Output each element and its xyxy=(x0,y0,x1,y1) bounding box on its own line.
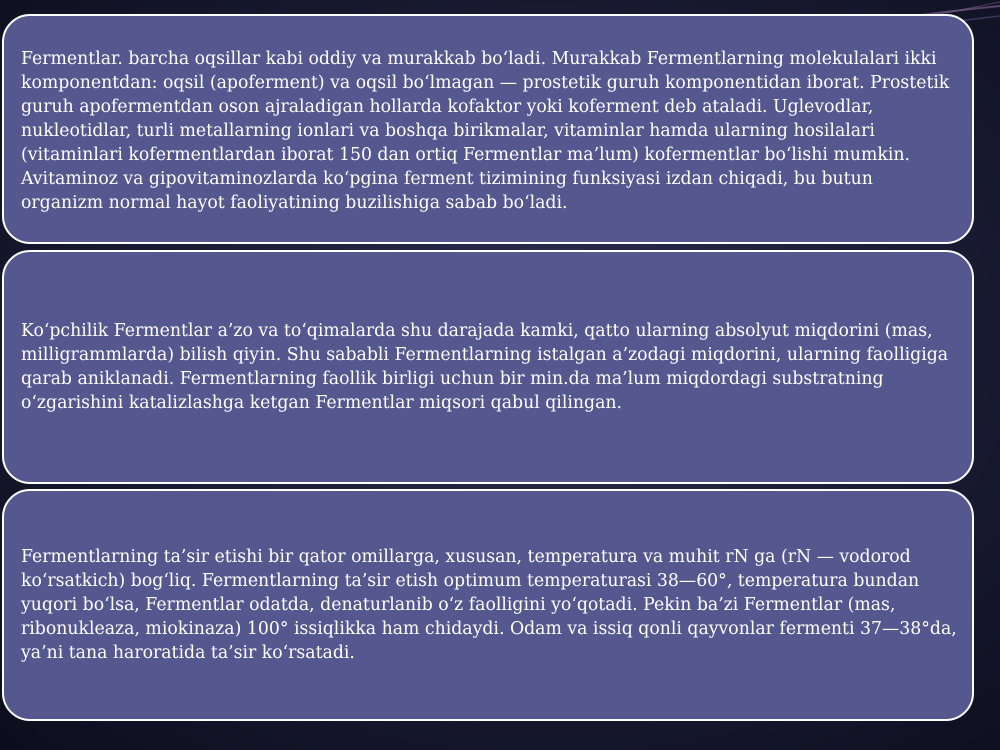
text-panel-3 xyxy=(2,489,974,721)
panel-1-text: Fermentlar. barcha oqsillar kabi oddiy va murakkab bo‘ladi. Murakkab Fermentlarning molekulalari ikki komponentdan: oqsil (apoferment) va oqsil bo‘lmagan — prostetik guruh komponentidan iborat. Prostetik guruh apofermentdan oson ajraladigan hollarda kofaktor yoki koferment deb ataladi. Uglevodlar, nukleotidlar, turli metallarning ionlari va boshqa birikmalar, vitaminlar hamda ularning hosilalari (vitaminlari kofermentlardan iborat 150 dan ortiq Fermentlar ma’lum) kofermentlar bo‘lishi mumkin. Avitaminoz va gipovitaminozlarda ko‘pgina ferment tizimining funksiyasi izdan chiqadi, bu butun organizm normal hayot faoliyatining buzilishiga sabab bo‘ladi. xyxy=(21,49,950,213)
panel-3-text: Fermentlarning ta’sir etishi bir qator omillarga, xususan, temperatura va muhit rN ga (rN — vodorod ko‘rsatkich) bog‘liq. Fermentlarning ta’sir etish optimum temperaturasi 38—60°, temperatura bundan yuqori bo‘lsa, Fermentlar odatda, denaturlanib o‘z faolligini yo‘qotadi. Pekin ba’zi Fermentlar (mas, ribonukleaza, miokinaza) 100° issiqlikka ham chidaydi. Odam va issiq qonli qayvonlar fermenti 37—38°da, ya’ni tana haroratida ta’sir ko‘rsatadi. xyxy=(21,547,957,663)
text-panel-1 xyxy=(2,14,974,244)
panel-2-text: Ko‘pchilik Fermentlar a’zo va to‘qimalarda shu darajada kamki, qatto ularning absolyut miqdorini (mas, milligrammlarda) bilish qiyin. Shu sababli Fermentlarning istalgan a’zodagi miqdorini, ularning faolligiga qarab aniklanadi. Fermentlarning faollik birligi uchun bir min.da ma’lum miqdordagi substratning o‘zgarishini katalizlashga ketgan Fermentlar miqsori qabul qilingan. xyxy=(21,321,949,413)
text-panel-2 xyxy=(2,250,974,484)
